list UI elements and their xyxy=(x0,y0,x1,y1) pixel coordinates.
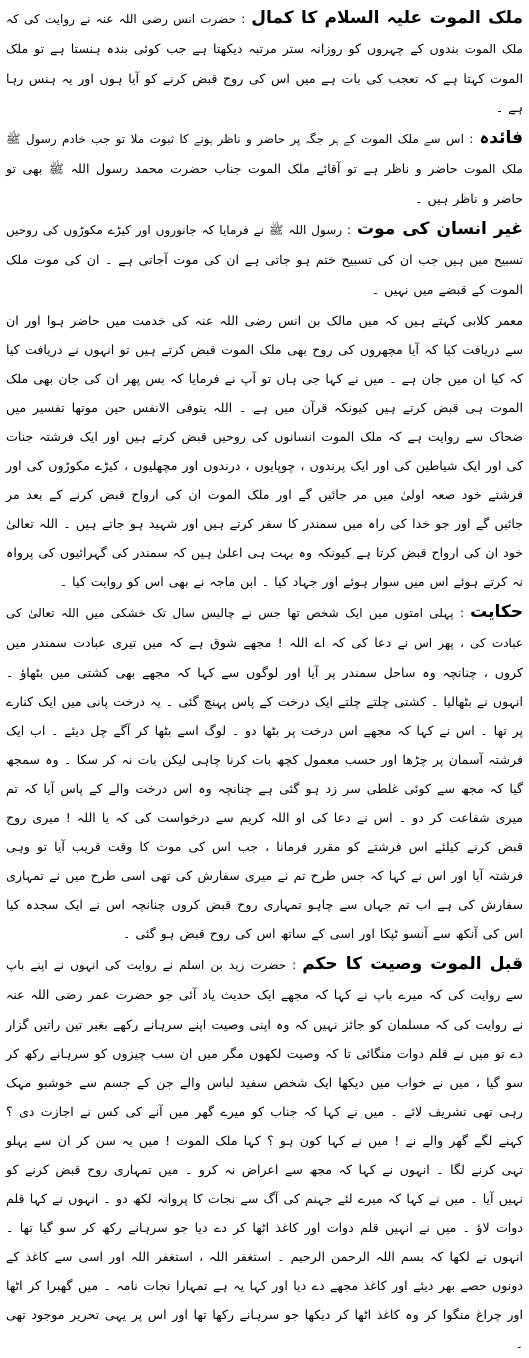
section-heading: فائدہ xyxy=(479,128,523,148)
section-angel-of-death-perfection xyxy=(6,4,523,122)
section-heading: قبل الموت وصیت کا حکم xyxy=(302,954,523,974)
section-benefit xyxy=(6,124,523,213)
section-lead-text: : اس سے ملک الموت کے ہر جگہ پر حاضر و ناظر ہونے کا ثبوت ملا تو جب خادم رسول ﷺ ملک الموت xyxy=(6,132,523,176)
section-heading: ملک الموت علیہ السلام کا کمال xyxy=(251,8,523,28)
section-heading: حکایت xyxy=(470,602,523,622)
section-body-text: دعا کی کہ اے اللہ ! مجھے شوق ہے کہ میں تیری عبادت سمندر میں کروں ، چنانچہ وہ ساحل سمندر پر آیا اور لوگوں سے کہا کہ مجھے بھی کشتی میں بٹھاؤ ۔ انہوں نے بٹھالیا ۔ کشتی چلتے چلتے ایک درخت کے پاس پہنچ گئی ۔ یہ درخت پانی میں ایک کنارے پر تھا ۔ اس نے کہا کہ مجھے اس درخت پر بٹھا دو ۔ لوگ اسے بٹھا کر آگے چل دیئے ۔ اب ایک فرشتہ آسمان پر چڑھا اور حسب معمول کچھ بات کرنا چاہی لیکن بات نہ کر سکا ۔ وہ سمجھ گیا کہ مجھ سے کوئی غلطی سر زد ہو گئی ہے چنانچہ وہ اس درخت والے کے پاس آیا کہ تم میری شفاعت کر دو ۔ اس نے دعا کی او اللہ کریم سے درخواست کی کہ یا اللہ ! میری روح قبض کرنے کیلئے اس فرشتے کو مقرر فرمانا ، جب اس کی موت کا وقت قریب آیا تو وہی فرشتہ آیا اور اس نے کہا کہ جس طرح تم نے میری سفارش کی تھی اسی طرح میں نے تمہاری سفارش کی ہے اب تم جہاں سے چاہو تمہاری روح قبض کروں چنانچہ اس نے ایک سجدہ کیا اس کی آنکھ سے آنسو ٹپکا اور اسی کے ساتھ اس کی روح قبض ہو گئی ۔ xyxy=(6,635,523,941)
section-lead-text: : حضرت انس رضی اللہ عنہ نے روایت کی کہ ملک الموت xyxy=(6,12,523,56)
section-mosquito-narration xyxy=(6,306,523,596)
section-body-text: بندوں کے چہروں کو روزانہ ستر مرتبہ دیکھتا ہے جب کوئی بندہ ہنستا ہے تو ملک الموت کہتا ہے کہ تعجب کی بات ہے میں اس کی روح قبض کرنے کو آیا ہوں اور یہ ہنس رہا ہے ۔ xyxy=(6,41,523,115)
section-lead-text: : حضرت زید بن اسلم نے روایت کی انہوں نے اپنے باپ سے روایت xyxy=(6,958,523,1002)
section-heading: غیر انسان کی موت xyxy=(357,219,524,239)
section-lead-text: : پہلی امتوں میں ایک شخص تھا جس نے چالیس سال تک خشکی میں اللہ تعالیٰ کی عبادت کی ، پھر اس نے xyxy=(6,606,523,650)
section-lead-text: : رسول اللہ ﷺ نے فرمایا کہ جانوروں اور کیڑے مکوڑوں کی روحیں تسبیح میں ہیں xyxy=(6,223,523,267)
section-body-text: حاضر و ناظر ہے تو آقائے ملک الموت جناب حضرت محمد رسول اللہ ﷺ بھی تو حاضر و ناظر ہیں ۔ xyxy=(6,161,523,206)
section-body-text: معمر کلابی کہتے ہیں کہ میں مالک بن انس رضی اللہ عنہ کی خدمت میں حاضر ہوا اور ان سے دریافت کیا کہ آیا مچھروں کی روح بھی ملک الموت قبض کرتے ہیں تو انہوں نے دریافت کیا کہ کیا ان میں جان ہے ۔ میں نے کہا جی ہاں تو آپ نے فرمایا کہ بس پھر ان کی جان بھی ملک الموت ہی قبض کرتے ہیں کیونکہ قرآن میں ہے ۔ اللہ یتوفی الانفس حین موتھا تفسیر میں ضحاک سے روایت ہے کہ ملک الموت انسانوں کی روحیں قبض کرتے ہیں اور ایک فرشتہ جنات کی اور ایک شیاطین کی اور ایک پرندوں ، چوپایوں ، درندوں اور مچھلیوں ، کیڑے مکوڑوں کی اور فرشتے خود صعہ اولیٰ میں مر جائیں گے اور ملک الموت ان کی ارواح قبض کرنے کے بعد مر جائیں گے اور جو خدا کی راہ میں سمندر کا سفر کرتے ہیں اور شہید ہو جاتے ہیں ۔ اللہ تعالیٰ خود ان کی ارواح قبض کرتا ہے کیونکہ وہ بہت ہی اعلیٰ ہیں کہ سمندر کی گہرائیوں کی پرواہ نہ کرتے ہوئے اس میں سوار ہوئے اور جہاد کیا ۔ ابن ماجہ نے بھی اس کو روایت کیا ۔ xyxy=(6,313,523,589)
section-non-human-death xyxy=(6,215,523,304)
section-body-text: کی کہ میرے باپ نے کہا کہ مجھے ایک حدیث یاد آئی جو حضرت عمر رضی اللہ عنہ نے روایت کی کہ مسلمان کو جائز نہیں کہ وہ اپنی وصیت اپنے سرہانے رکھے بغیر تین راتیں گزار دے تو میں نے قلم دوات منگائی تا کہ وصیت لکھوں مگر میں ان سب چیزوں کو سرہانے رکھ کر سو گیا ، میں نے خواب میں دیکھا ایک شخص سفید لباس والے جن کے جسم سے خوشبو مہک رہی تھی تشریف لائے ۔ میں نے کہا کہ جناب کو میرے گھر میں آنے کی کس نے اجازت دی ؟ کہنے لگے گھر والے نے ! میں نے کہا کون ہو ؟ کہا ملک الموت ! میں یہ سن کر ان سے پہلو تہی کرنے لگا ۔ انہوں نے کہا کہ مجھ سے اعراض نہ کرو ۔ میں تمہاری روح قبض کرنے کو نہیں آیا ۔ میں نے کہا کہ میرے لئے جہنم کی آگ سے نجات کا پروانہ لکھ دو ۔ انہوں نے کہا قلم دوات لاؤ ۔ میں نے انہیں قلم دوات اور کاغذ اٹھا کر دے دیا جو سرہانے رکھ کر سو گیا تھا ۔ انہوں نے لکھا کہ بسم اللہ الرحمن الرحیم ۔ استغفر اللہ ، استغفر اللہ اور اسی سے کاغذ کے دونوں حصے بھر دیئے اور کاغذ مجھے دے دیا اور کہا یہ ہے تمہارا نجات نامہ ۔ میں گھبرا کر اٹھا اور چراغ منگوا کر وہ کاغذ اٹھا کر دیکھا جو سرہانے رکھا تھا اور اس پر یہی تحریر موجود تھی ۔ xyxy=(6,987,523,1351)
section-will-before-death xyxy=(6,950,523,1358)
section-story xyxy=(6,598,523,948)
section-body-text: جب ان کی تسبیح ختم ہو جاتی ہے ان کی موت آجاتی ہے ۔ ان کی موت ملک الموت کے قبضے میں نہیں ۔ xyxy=(6,252,523,297)
